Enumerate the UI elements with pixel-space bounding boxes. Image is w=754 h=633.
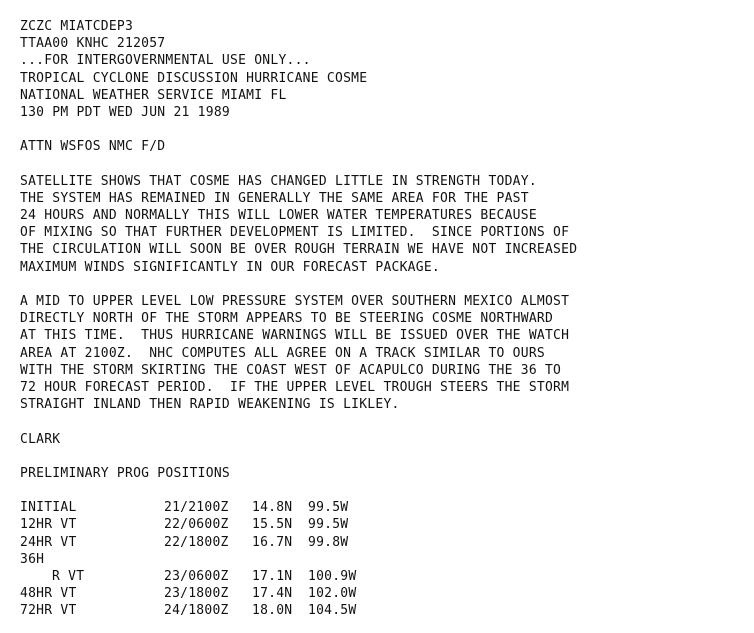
table-row xyxy=(20,551,356,568)
prog-label: 48HR VT xyxy=(20,586,77,602)
paragraph-line: AT THIS TIME. THUS HURRICANE WARNINGS WILL BE ISSUED OVER THE WATCH xyxy=(20,328,570,344)
bulletin-header xyxy=(20,18,740,121)
paragraph-line: SATELLITE SHOWS THAT COSME HAS CHANGED LITTLE IN STRENGTH TODAY. xyxy=(20,173,537,189)
paragraph-line: WITH THE STORM SKIRTING THE COAST WEST OF ACAPULCO DURING THE 36 TO xyxy=(20,362,562,378)
header-line: 130 PM PDT WED JUN 21 1989 xyxy=(20,104,230,120)
header-line: NATIONAL WEATHER SERVICE MIAMI FL xyxy=(20,87,287,103)
table-row xyxy=(20,499,356,516)
prog-longitude: 102.0W xyxy=(308,586,357,602)
prog-longitude: 99.8W xyxy=(308,534,349,550)
table-row xyxy=(20,516,356,533)
table-row xyxy=(20,602,356,619)
prog-latitude: 14.8N xyxy=(252,500,293,516)
table-row xyxy=(20,585,356,602)
prog-longitude: 99.5W xyxy=(308,500,349,516)
paragraph-line: 72 HOUR FORECAST PERIOD. IF THE UPPER LEVEL TROUGH STEERS THE STORM xyxy=(20,379,570,395)
paragraph-line: AREA AT 2100Z. NHC COMPUTES ALL AGREE ON A TRACK SIMILAR TO OURS xyxy=(20,345,545,361)
prog-label: 12HR VT xyxy=(20,517,77,533)
header-line: TTAA00 KNHC 212057 xyxy=(20,36,166,52)
attn-line: ATTN WSFOS NMC F/D xyxy=(20,139,166,155)
prog-latitude: 17.4N xyxy=(252,586,293,602)
prog-sublabel: R VT xyxy=(52,569,85,585)
prog-latitude: 18.0N xyxy=(252,603,293,619)
prog-label: 24HR VT xyxy=(20,534,77,550)
header-line: ...FOR INTERGOVERNMENTAL USE ONLY... xyxy=(20,53,311,69)
prog-longitude: 99.5W xyxy=(308,517,349,533)
paragraph-line: DIRECTLY NORTH OF THE STORM APPEARS TO BE STEERING COSME NORTHWARD xyxy=(20,311,554,327)
prog-label: 72HR VT xyxy=(20,603,77,619)
prog-positions-table xyxy=(20,499,356,619)
paragraph-line: THE SYSTEM HAS REMAINED IN GENERALLY THE SAME AREA FOR THE PAST xyxy=(20,190,529,206)
tropical-cyclone-discussion-document xyxy=(20,18,740,620)
prog-longitude: 100.9W xyxy=(308,569,357,585)
header-line: TROPICAL CYCLONE DISCUSSION HURRICANE COSME xyxy=(20,70,368,86)
prog-time: 23/0600Z xyxy=(164,569,229,585)
table-row xyxy=(20,534,356,551)
prog-latitude: 16.7N xyxy=(252,534,293,550)
discussion-paragraph-1 xyxy=(20,173,740,276)
table-row xyxy=(20,568,356,585)
prog-label: 36H xyxy=(20,551,45,567)
prog-time: 23/1800Z xyxy=(164,586,229,602)
header-line: ZCZC MIATCDEP3 xyxy=(20,19,134,34)
paragraph-line: MAXIMUM WINDS SIGNIFICANTLY IN OUR FORECAST PACKAGE. xyxy=(20,259,440,275)
paragraph-line: 24 HOURS AND NORMALLY THIS WILL LOWER WATER TEMPERATURES BECAUSE xyxy=(20,208,537,224)
prog-positions-title: PRELIMINARY PROG POSITIONS xyxy=(20,465,230,481)
prog-longitude: 104.5W xyxy=(308,603,357,619)
prog-time: 22/1800Z xyxy=(164,534,229,550)
prog-latitude: 17.1N xyxy=(252,569,293,585)
prog-label: INITIAL xyxy=(20,500,77,516)
discussion-paragraph-2 xyxy=(20,293,740,413)
paragraph-line: STRAIGHT INLAND THEN RAPID WEAKENING IS LIKLEY. xyxy=(20,397,400,413)
prog-time: 22/0600Z xyxy=(164,517,229,533)
forecaster-signature: CLARK xyxy=(20,431,61,447)
prog-time: 21/2100Z xyxy=(164,500,229,516)
prog-time: 24/1800Z xyxy=(164,603,229,619)
paragraph-line: A MID TO UPPER LEVEL LOW PRESSURE SYSTEM OVER SOUTHERN MEXICO ALMOST xyxy=(20,294,570,309)
prog-latitude: 15.5N xyxy=(252,517,293,533)
paragraph-line: THE CIRCULATION WILL SOON BE OVER ROUGH TERRAIN WE HAVE NOT INCREASED xyxy=(20,242,578,258)
paragraph-line: OF MIXING SO THAT FURTHER DEVELOPMENT IS LIMITED. SINCE PORTIONS OF xyxy=(20,225,570,241)
